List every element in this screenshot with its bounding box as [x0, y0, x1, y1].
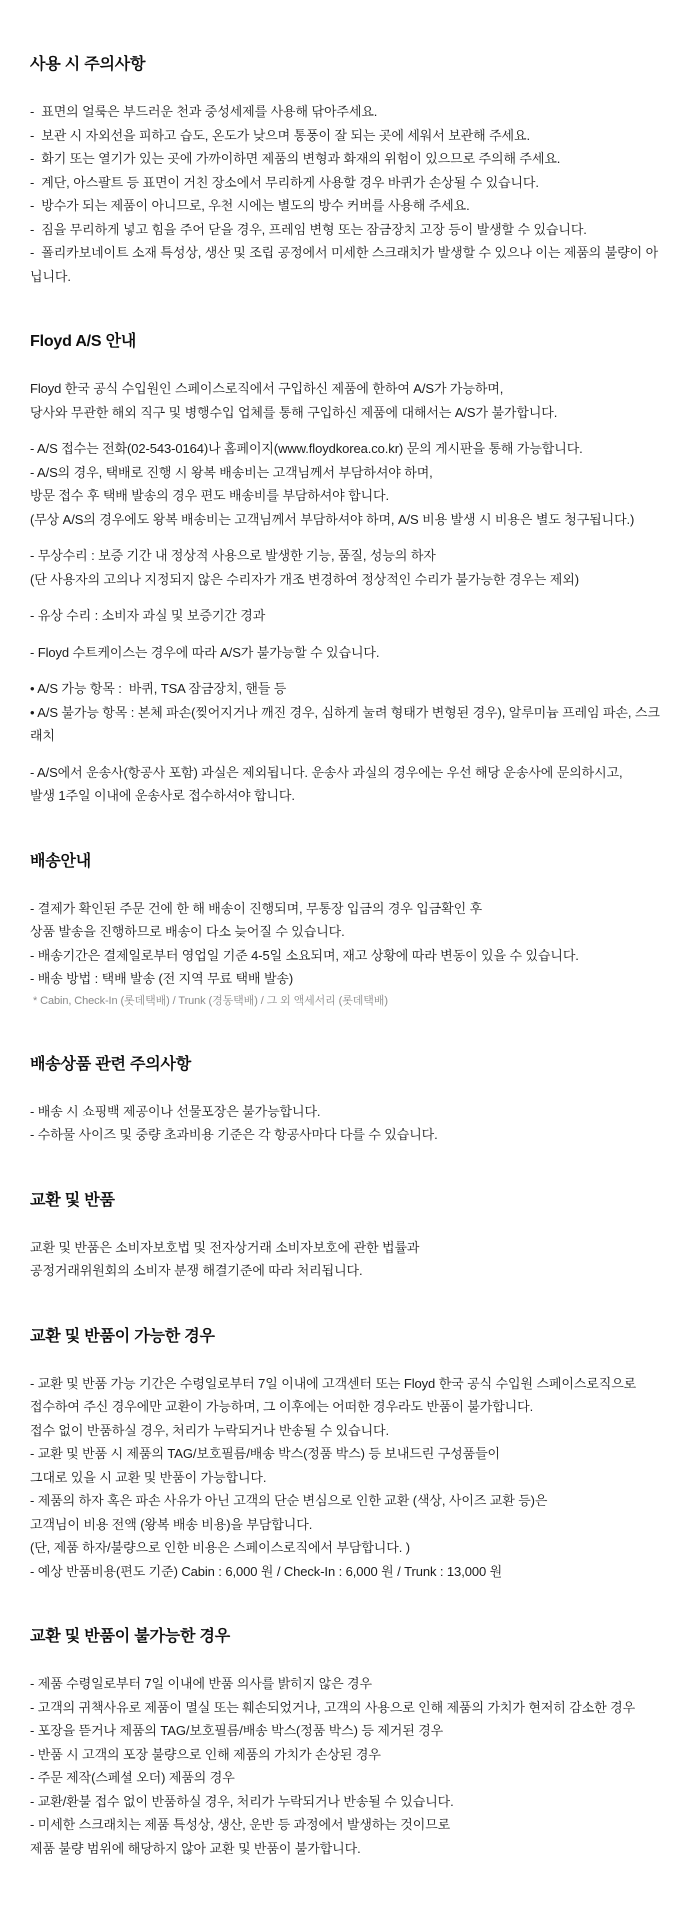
- text-line: 접수 없이 반품하실 경우, 처리가 누락되거나 반송될 수 있습니다.: [30, 1422, 390, 1438]
- text-line: 발생 1주일 이내에 운송사로 접수하셔야 합니다.: [30, 788, 295, 803]
- text-line: 공정거래위원회의 소비자 분쟁 해결기준에 따라 처리됩니다.: [30, 1263, 363, 1278]
- text-line: - 제품의 하자 혹은 파손 사유가 아닌 고객의 단순 변심으로 인한 교환 (색상, 사이즈 교환 등)은: [30, 1493, 548, 1508]
- text-line: - 주문 제작(스페셜 오더) 제품의 경우: [30, 1770, 235, 1785]
- section-exchange-return: [30, 1191, 670, 1283]
- section-floyd-as-guide: [30, 332, 670, 808]
- section-heading-usage-precautions: 사용 시 주의사항: [30, 56, 146, 73]
- section-usage-precautions: [30, 55, 670, 288]
- section-heading-exchange-return-possible: 교환 및 반품이 가능한 경우: [30, 1327, 215, 1345]
- text-line: - A/S에서 운송사(항공사 포함) 과실은 제외됩니다. 운송사 과실의 경우에는 우선 해당 운송사에 문의하시고,: [30, 764, 623, 780]
- section-shipping-item-precautions: [30, 1055, 670, 1147]
- text-line: - 고객의 귀책사유로 제품이 멸실 또는 훼손되었거나, 고객의 사용으로 인해 제품의 가치가 현저히 감소한 경우: [30, 1699, 636, 1715]
- text-line: - 배송기간은 결제일로부터 영업일 기준 4-5일 소요되며, 재고 상황에 따라 변동이 있을 수 있습니다.: [30, 947, 579, 963]
- text-line: 방문 접수 후 택배 발송의 경우 편도 배송비를 부담하셔야 합니다.: [30, 488, 390, 503]
- section-heading-floyd-as-guide: Floyd A/S 안내: [30, 333, 137, 350]
- carrier-fine-print: * Cabin, Check-In (롯데택배) / Trunk (경동택배) / 그 외 액세서리 (롯데택배): [33, 994, 388, 1007]
- text-line: - Floyd 수트케이스는 경우에 따라 A/S가 불가능할 수 있습니다.: [30, 644, 380, 660]
- section-shipping-guide: [30, 852, 670, 1011]
- text-line: Floyd 한국 공식 수입원인 스페이스로직에서 구입하신 제품에 한하여 A/S가 가능하며,: [30, 381, 504, 396]
- section-heading-shipping-guide: 배송안내: [30, 852, 92, 870]
- text-line: - 결제가 확인된 주문 건에 한 해 배송이 진행되며, 무통장 입금의 경우 입금확인 후: [30, 900, 483, 916]
- text-line: - 예상 반품비용(편도 기준) Cabin : 6,000 원 / Check-In : 6,000 원 / Trunk : 13,000 원: [30, 1563, 503, 1579]
- text-line: • A/S 불가능 항목 : 본체 파손(찢어지거나 깨진 경우, 심하게 눌려 형태가 변형된 경우), 알루미늄 프레임 파손, 스크래치: [30, 704, 660, 743]
- text-line: 교환 및 반품은 소비자보호법 및 전자상거래 소비자보호에 관한 법률과: [30, 1239, 420, 1255]
- text-line: - A/S 접수는 전화(02-543-0164)나 홈페이지(www.floydkorea.co.kr) 문의 게시판을 통해 가능합니다.: [30, 441, 583, 456]
- text-line: 그대로 있을 시 교환 및 반품이 가능합니다.: [30, 1469, 267, 1485]
- text-line: - 미세한 스크래치는 제품 특성상, 생산, 운반 등 과정에서 발생하는 것이므로: [30, 1817, 451, 1832]
- text-line: - 유상 수리 : 소비자 과실 및 보증기간 경과: [30, 608, 266, 623]
- text-line: • A/S 가능 항목 : 바퀴, TSA 잠금장치, 핸들 등: [30, 681, 287, 696]
- text-line: (단 사용자의 고의나 지정되지 않은 수리자가 개조 변경하여 정상적인 수리가 불가능한 경우는 제외): [30, 571, 579, 587]
- text-line: (단, 제품 하자/불량으로 인한 비용은 스페이스로직에서 부담합니다. ): [30, 1540, 410, 1555]
- text-line: - 화기 또는 열기가 있는 곳에 가까이하면 제품의 변형과 화재의 위험이 있으므로 주의해 주세요.: [30, 151, 561, 166]
- section-exchange-return-impossible: [30, 1627, 670, 1860]
- text-line: - 제품 수령일로부터 7일 이내에 반품 의사를 밝히지 않은 경우: [30, 1676, 372, 1691]
- text-line: - 계단, 아스팔트 등 표면이 거친 장소에서 무리하게 사용할 경우 바퀴가 손상될 수 있습니다.: [30, 174, 539, 190]
- text-line: - 보관 시 자외선을 피하고 습도, 온도가 낮으며 통풍이 잘 되는 곳에 세워서 보관해 주세요.: [30, 127, 530, 143]
- section-heading-exchange-return: 교환 및 반품: [30, 1191, 115, 1209]
- text-line: - 방수가 되는 제품이 아니므로, 우천 시에는 별도의 방수 커버를 사용해 주세요.: [30, 198, 470, 213]
- text-line: 상품 발송을 진행하므로 배송이 다소 늦어질 수 있습니다.: [30, 924, 345, 939]
- section-exchange-return-possible: [30, 1327, 670, 1584]
- text-line: 제품 불량 범위에 해당하지 않아 교환 및 반품이 불가합니다.: [30, 1840, 361, 1856]
- text-line: 당사와 무관한 해외 직구 및 병행수입 업체를 통해 구입하신 제품에 대해서는 A/S가 불가합니다.: [30, 404, 558, 420]
- text-line: - 교환 및 반품 시 제품의 TAG/보호필름/배송 박스(정품 박스) 등 보내드린 구성품들이: [30, 1446, 500, 1461]
- text-line: (무상 A/S의 경우에도 왕복 배송비는 고객님께서 부담하셔야 하며, A/S 비용 발생 시 비용은 별도 청구됩니다.): [30, 511, 635, 527]
- text-line: - 표면의 얼룩은 부드러운 천과 중성세제를 사용해 닦아주세요.: [30, 104, 378, 119]
- text-line: - 무상수리 : 보증 기간 내 정상적 사용으로 발생한 기능, 품질, 성능의 하자: [30, 548, 436, 563]
- section-heading-shipping-item-precautions: 배송상품 관련 주의사항: [30, 1055, 192, 1073]
- text-line: - 포장을 뜯거나 제품의 TAG/보호필름/배송 박스(정품 박스) 등 제거된 경우: [30, 1723, 444, 1738]
- section-heading-exchange-return-impossible: 교환 및 반품이 불가능한 경우: [30, 1628, 231, 1645]
- text-line: 고객님이 비용 전액 (왕복 배송 비용)을 부담합니다.: [30, 1516, 313, 1532]
- text-line: - A/S의 경우, 택배로 진행 시 왕복 배송비는 고객님께서 부담하셔야 하며,: [30, 464, 433, 480]
- text-line: - 짐을 무리하게 넣고 힘을 주어 닫을 경우, 프레임 변형 또는 잠금장치 고장 등이 발생할 수 있습니다.: [30, 221, 587, 237]
- text-line: - 배송 시 쇼핑백 제공이나 선물포장은 불가능합니다.: [30, 1103, 321, 1119]
- text-line: - 폴리카보네이트 소재 특성상, 생산 및 조립 공정에서 미세한 스크래치가 발생할 수 있으나 이는 제품의 불량이 아닙니다.: [30, 245, 659, 284]
- text-line: - 배송 방법 : 택배 발송 (전 지역 무료 택배 발송): [30, 971, 294, 986]
- text-line: - 반품 시 고객의 포장 불량으로 인해 제품의 가치가 손상된 경우: [30, 1746, 381, 1762]
- text-line: 접수하여 주신 경우에만 교환이 가능하며, 그 이후에는 어떠한 경우라도 반품이 불가합니다.: [30, 1399, 534, 1414]
- text-line: - 교환 및 반품 가능 기간은 수령일로부터 7일 이내에 고객센터 또는 Floyd 한국 공식 수입원 스페이스로직으로: [30, 1375, 637, 1391]
- text-line: - 교환/환불 접수 없이 반품하실 경우, 처리가 누락되거나 반송될 수 있습니다.: [30, 1793, 454, 1809]
- text-line: - 수하물 사이즈 및 중량 초과비용 기준은 각 항공사마다 다를 수 있습니다.: [30, 1127, 438, 1142]
